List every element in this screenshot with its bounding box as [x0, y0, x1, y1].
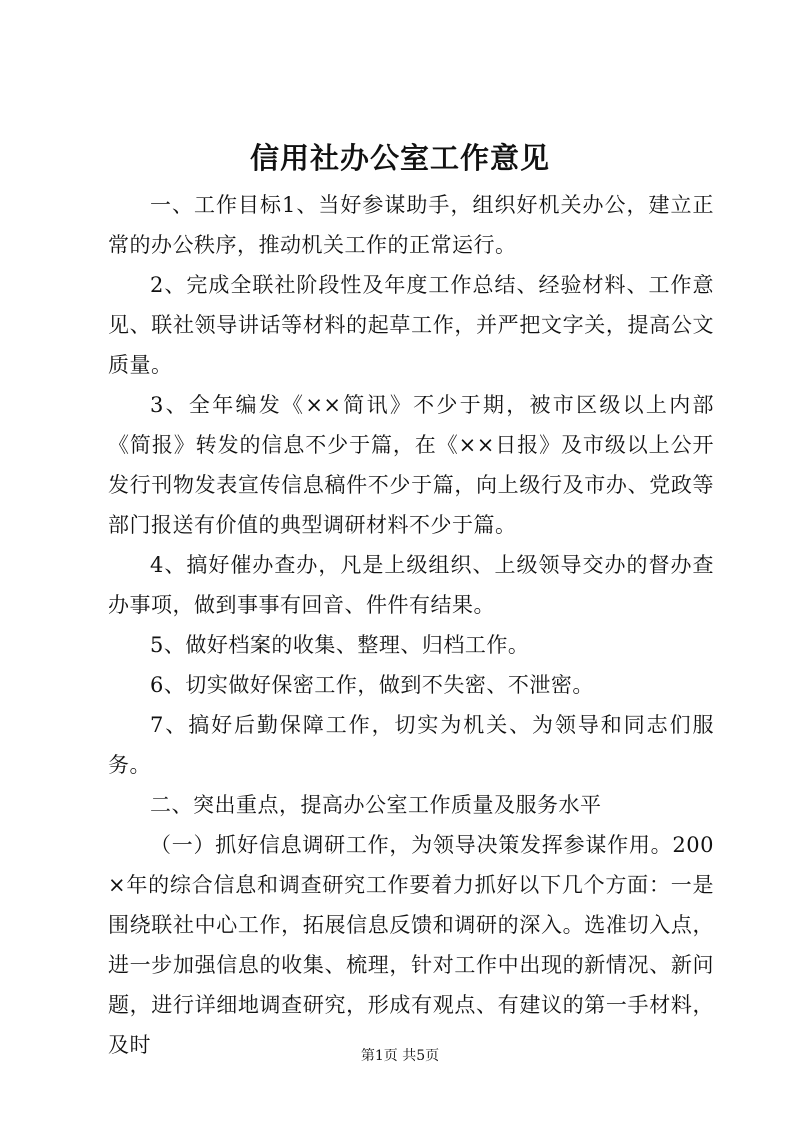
paragraph-goal-3: 3、全年编发《××简讯》不少于期，被市区级以上内部《简报》转发的信息不少于篇，在《××日报》及市级以上公开发行刊物发表宣传信息稿件不少于篇，向上级行及市办、党政等部门报送有价值的典型调研材料不少于篇。	[108, 393, 714, 537]
document-title: 信用社办公室工作意见	[249, 141, 550, 175]
paragraph-goal-6: 6、切实做好保密工作，做到不失密、不泄密。	[150, 673, 594, 697]
paragraph-goal-4: 4、搞好催办查办，凡是上级组织、上级领导交办的督办查办事项，做到事事有回音、件件有结果。	[108, 553, 714, 617]
page-footer: 第1页 共5页	[360, 1048, 440, 1064]
paragraph-goal-2: 2、完成全联社阶段性及年度工作总结、经验材料、工作意见、联社领导讲话等材料的起草工作，并严把文字关，提高公文质量。	[108, 273, 714, 377]
document-body	[108, 185, 714, 1065]
paragraph-info-research: （一）抓好信息调研工作，为领导决策发挥参谋作用。200×年的综合信息和调查研究工作要着力抓好以下几个方面：一是围绕联社中心工作，拓展信息反馈和调研的深入。选准切入点，进一步加强信息的收集、梳理，针对工作中出现的新情况、新问题，进行详细地调查研究，形成有观点、有建议的第一手材料，及时	[108, 833, 714, 1057]
paragraph-goal-7: 7、搞好后勤保障工作，切实为机关、为领导和同志们服务。	[108, 713, 714, 777]
section-heading-2: 二、突出重点，提高办公室工作质量及服务水平	[150, 793, 602, 817]
paragraph-goal-5: 5、做好档案的收集、整理、归档工作。	[150, 633, 530, 657]
paragraph-goal-1: 一、工作目标1、当好参谋助手，组织好机关办公，建立正常的办公秩序，推动机关工作的正常运行。	[108, 193, 714, 257]
